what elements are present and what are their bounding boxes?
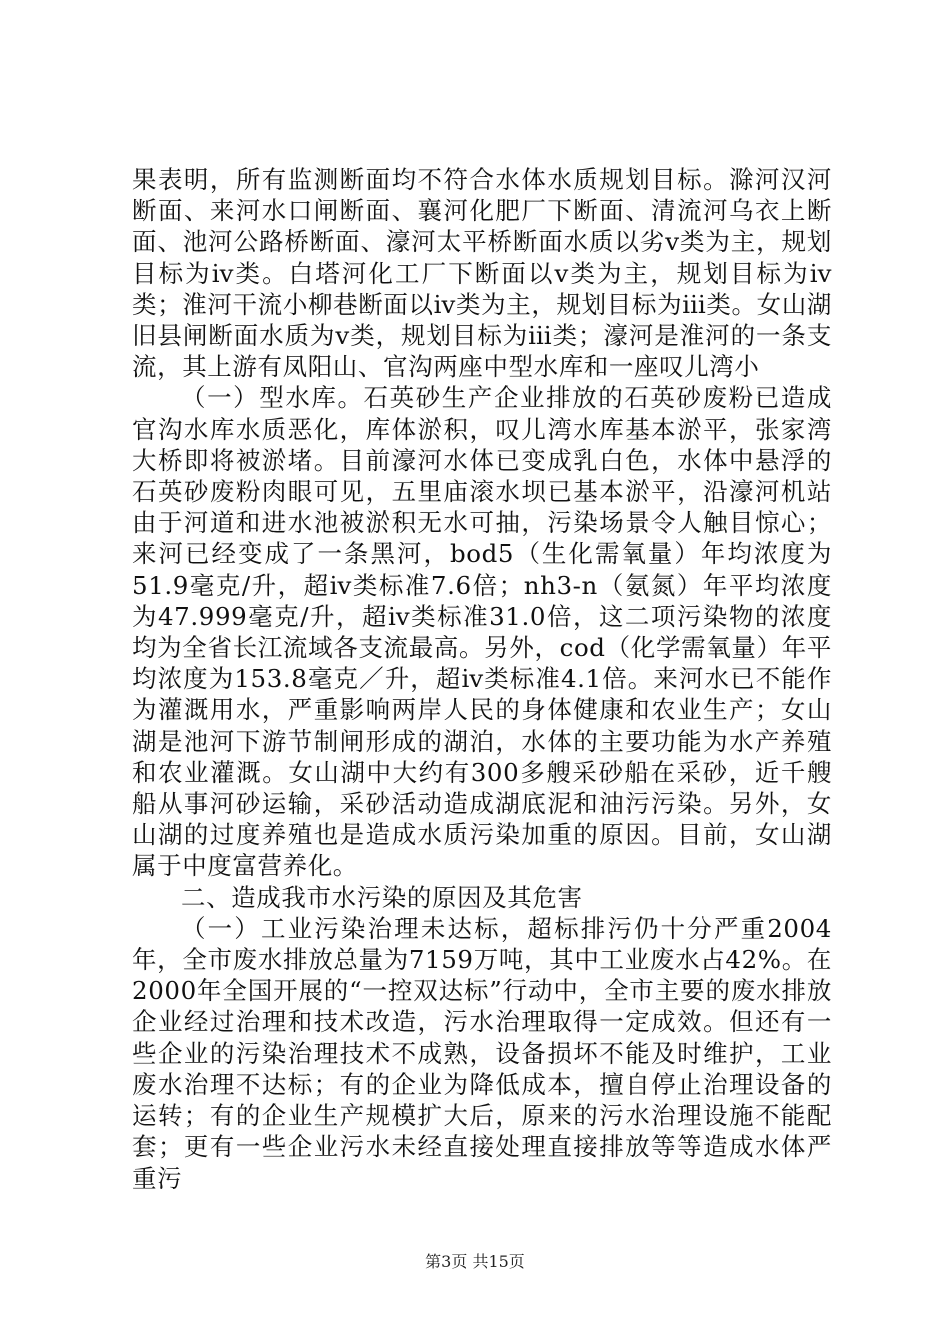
- page-footer: 第3页 共15页: [425, 1252, 525, 1271]
- paragraph-industrial-pollution: （一）工业污染治理未达标，超标排污仍十分严重2004年，全市废水排放总量为7159万吨，其中工业废水占42%。在2000年全国开展的“一控双达标”行动中，全市主要的废水排放企业经过治理和技术改造，污水治理取得一定成效。但还有一些企业的污染治理技术不成熟，设备损坏不能及时维护，工业废水治理不达标；有的企业为降低成本，擅自停止治理设备的运转；有的企业生产规模扩大后，原来的污水治理设施不能配套；更有一些企业污水未经直接处理直接排放等等造成水体严重污: [132, 913, 832, 1193]
- section-heading: 二、造成我市水污染的原因及其危害: [181, 882, 583, 912]
- paragraph-continued: 果表明，所有监测断面均不符合水体水质规划目标。滁河汉河断面、来河水口闸断面、襄河化肥厂下断面、清流河乌衣上断面、池河公路桥断面、濠河太平桥断面水质以劣ⅴ类为主，规划目标为ⅳ类。白塔河化工厂下断面以ⅴ类为主，规划目标为ⅳ类；淮河干流小柳巷断面以ⅳ类为主，规划目标为ⅲ类。女山湖旧县闸断面水质为ⅴ类，规划目标为ⅲ类；濠河是淮河的一条支流，其上游有凤阳山、官沟两座中型水库和一座叹儿湾小: [132, 165, 832, 382]
- document-body: [132, 164, 832, 1194]
- paragraph-reservoir: （一）型水库。石英砂生产企业排放的石英砂废粉已造成官沟水库水质恶化，库体淤积，叹儿湾水库基本淤平，张家湾大桥即将被淤堵。目前濠河水体已变成乳白色，水体中悬浮的石英砂废粉肉眼可见，五里庙滚水坝已基本淤平，沿濠河机站由于河道和进水池被淤积无水可抽，污染场景令人触目惊心；来河已经变成了一条黑河，bod5（生化需氧量）年均浓度为51.9毫克/升，超ⅳ类标准7.6倍；nh3-n（氨氮）年平均浓度为47.999毫克/升，超ⅳ类标准31.0倍，这二项污染物的浓度均为全省长江流域各支流最高。另外，cod（化学需氧量）年平均浓度为153.8毫克／升，超ⅳ类标准4.1倍。来河水已不能作为灌溉用水，严重影响两岸人民的身体健康和农业生产；女山湖是池河下游节制闸形成的湖泊，水体的主要功能为水产养殖和农业灌溉。女山湖中大约有300多艘采砂船在采砂，近千艘船从事河砂运输，采砂活动造成湖底泥和油污污染。另外，女山湖的过度养殖也是造成水质污染加重的原因。目前，女山湖属于中度富营养化。: [132, 383, 832, 881]
